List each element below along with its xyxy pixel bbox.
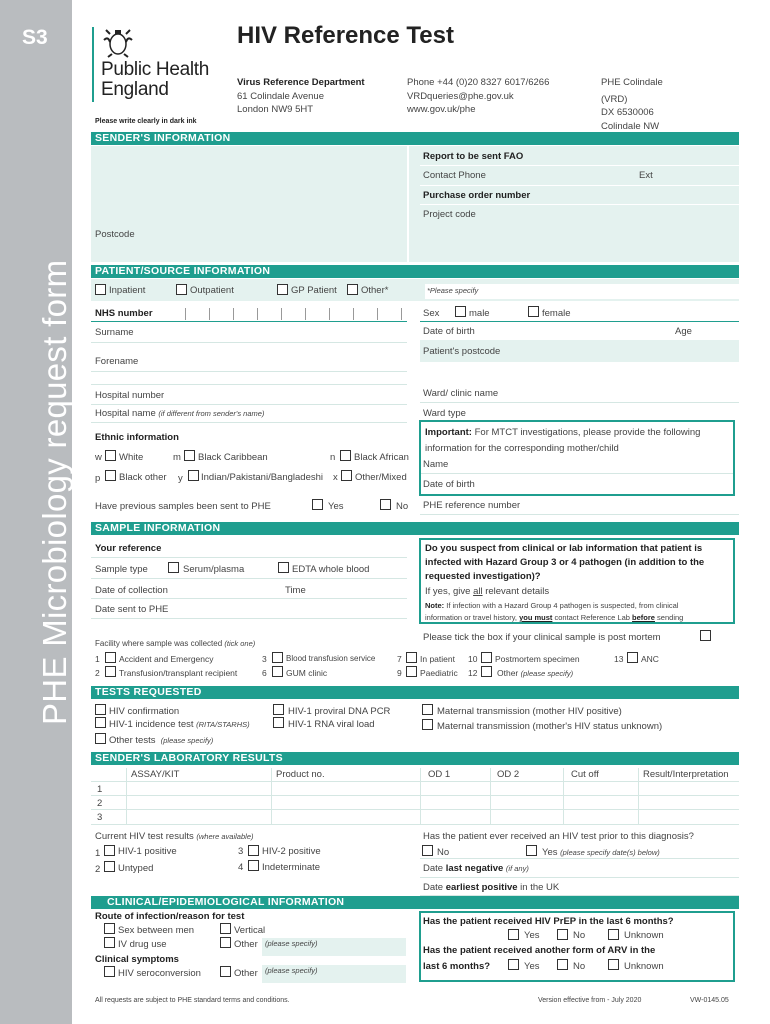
sex-between-men-label: Sex between men — [118, 925, 195, 936]
mtct-dob-label: Date of birth — [423, 479, 475, 490]
vertical-label: Vertical — [234, 925, 266, 936]
mtct-name-label: Name — [423, 459, 449, 470]
arv-unknown-checkbox[interactable] — [608, 959, 619, 970]
inpatient-label: Inpatient — [109, 285, 146, 296]
previous-yes-label: Yes — [328, 501, 344, 512]
black-other-checkbox[interactable] — [105, 470, 116, 481]
paediatric-checkbox[interactable] — [406, 666, 417, 677]
maternal-unknown-label: Maternal transmission (mother's HIV status unknown) — [437, 721, 663, 732]
other-symptoms-label: Other — [234, 968, 258, 979]
footer-code: VW-0145.05 — [690, 997, 729, 1004]
previous-yes-checkbox[interactable] — [312, 499, 323, 510]
post-mortem-checkbox[interactable] — [700, 630, 711, 641]
outpatient-label: Outpatient — [190, 285, 234, 296]
please-specify-field[interactable]: *Please specify — [425, 284, 739, 299]
seroconversion-label: HIV seroconversion — [118, 968, 201, 979]
gum-clinic-checkbox[interactable] — [272, 666, 283, 677]
nhs-number-label: NHS number — [95, 308, 153, 319]
other-facility-checkbox[interactable] — [481, 666, 492, 677]
anc-checkbox[interactable] — [627, 652, 638, 663]
ward-name-label: Ward/ clinic name — [423, 388, 499, 399]
seroconversion-checkbox[interactable] — [104, 966, 115, 977]
sex-label: Sex — [423, 308, 440, 319]
ward-type-label: Ward type — [423, 408, 466, 419]
sample-type-label: Sample type — [95, 564, 148, 575]
clinical-symptoms-label: Clinical symptoms — [95, 954, 179, 965]
prep-no-label: No — [573, 930, 586, 941]
age-label: Age — [675, 326, 692, 337]
table-row-1: 1 — [97, 784, 103, 795]
ethnic-info-label: Ethnic information — [95, 432, 179, 443]
result-code-2: 2 — [95, 864, 101, 875]
address-line1: 61 Colindale Avenue — [237, 91, 324, 102]
phe-address4: Colindale NW — [601, 121, 660, 132]
gp-patient-label: GP Patient — [291, 285, 337, 296]
rna-viral-load-label: HIV-1 RNA viral load — [288, 719, 375, 730]
indeterminate-label: Indeterminate — [262, 862, 321, 873]
vertical-checkbox[interactable] — [220, 923, 231, 934]
in-patient-label: In patient — [420, 654, 455, 664]
arv-question2: last 6 months? — [423, 961, 491, 972]
website: www.gov.uk/phe — [407, 104, 476, 115]
other-symptoms-checkbox[interactable] — [220, 966, 231, 977]
vertical-title: PHE Microbiology request form — [36, 259, 73, 725]
prior-test-label: Has the patient ever received an HIV test prior to this diagnosis? — [423, 831, 694, 842]
prep-question: Has the patient received HIV PrEP in the last 6 months? — [423, 916, 674, 927]
ethnic-code-y: y — [178, 473, 183, 484]
last-negative-label: Date last negative (if any) — [423, 863, 529, 874]
your-reference-label: Your reference — [95, 543, 162, 554]
od2-header: OD 2 — [497, 769, 520, 780]
phone: Phone +44 (0)20 8327 6017/6266 — [407, 77, 550, 88]
black-african-checkbox[interactable] — [340, 450, 351, 461]
hospital-number-label: Hospital number — [95, 390, 165, 401]
hazard-if-yes: If yes, give all relevant details — [425, 586, 550, 597]
other-symptoms-field[interactable]: (please specify) — [262, 965, 406, 983]
untyped-checkbox[interactable] — [104, 861, 115, 872]
serum-label: Serum/plasma — [183, 564, 245, 575]
time-label: Time — [285, 585, 306, 596]
ethnic-code-p: p — [95, 473, 101, 484]
forename-label: Forename — [95, 356, 139, 367]
other-tests-label: Other tests (please specify) — [109, 735, 214, 746]
indian-pakistani-bangladeshi-label: Indian/Pakistani/Bangladeshi — [201, 472, 324, 483]
hazard-note1: Note: If infection with a Hazard Group 4 pathogen is suspected, from clinical — [425, 601, 679, 610]
ethnic-code-x: x — [333, 472, 338, 483]
other-mixed-label: Other/Mixed — [355, 472, 407, 483]
current-results-label: Current HIV test results (where available) — [95, 831, 254, 842]
po-number-label: Purchase order number — [423, 190, 531, 201]
mtct-important-text: Important: For MTCT investigations, please provide the following — [425, 427, 701, 438]
black-african-label: Black African — [354, 452, 409, 463]
royal-crest-icon — [100, 28, 136, 58]
table-row-3: 3 — [97, 812, 103, 823]
prior-yes-label: Yes (please specify date(s) below) — [542, 847, 660, 858]
ethnic-code-n: n — [330, 452, 336, 463]
footer-terms: All requests are subject to PHE standard terms and conditions. — [95, 997, 290, 1004]
route-label: Route of infection/reason for test — [95, 911, 245, 922]
other-tests-checkbox[interactable] — [95, 733, 106, 744]
blood-transfusion-checkbox[interactable] — [272, 652, 283, 663]
arv-yes-checkbox[interactable] — [508, 959, 519, 970]
maternal-positive-label: Maternal transmission (mother HIV positive) — [437, 706, 622, 717]
transfusion-transplant-checkbox[interactable] — [105, 666, 116, 677]
iv-drug-use-label: IV drug use — [118, 939, 167, 950]
cutoff-header: Cut off — [571, 769, 599, 780]
facility-code-10: 10 — [468, 654, 478, 664]
facility-code-7: 7 — [397, 654, 402, 664]
facility-code-3: 3 — [262, 654, 267, 664]
black-other-label: Black other — [119, 472, 167, 483]
phe-address1: PHE Colindale — [601, 77, 663, 88]
facility-code-6: 6 — [262, 668, 267, 678]
accident-emergency-checkbox[interactable] — [105, 652, 116, 663]
hazard-question2: infected with Hazard Group 3 or 4 pathogen (in addition to the — [425, 557, 705, 568]
incidence-test-label: HIV-1 incidence test (RITA/STARHS) — [109, 719, 250, 730]
phe-address2: (VRD) — [601, 94, 628, 105]
earliest-positive-label: Date earliest positive in the UK — [423, 882, 560, 893]
other-mixed-checkbox[interactable] — [341, 470, 352, 481]
prior-yes-checkbox[interactable] — [526, 845, 537, 856]
hospital-name-label: Hospital name (if different from sender's name) — [95, 408, 265, 419]
serum-checkbox[interactable] — [168, 562, 179, 573]
prep-unknown-label: Unknown — [624, 930, 664, 941]
iv-drug-use-checkbox[interactable] — [104, 937, 115, 948]
assay-kit-header: ASSAY/KIT — [131, 769, 180, 780]
mtct-important-text2: information for the corresponding mother/child — [425, 443, 619, 454]
male-label: male — [469, 308, 490, 319]
female-checkbox[interactable] — [528, 306, 539, 317]
hazard-question1: Do you suspect from clinical or lab information that patient is — [425, 543, 703, 554]
indian-pakistani-bangladeshi-checkbox[interactable] — [188, 470, 199, 481]
white-checkbox[interactable] — [105, 450, 116, 461]
proviral-dna-checkbox[interactable] — [273, 704, 284, 715]
prior-no-label: No — [437, 847, 450, 858]
other-route-field[interactable]: (please specify) — [262, 938, 406, 956]
other-facility-label: Other (please specify) — [497, 668, 574, 678]
result-code-1: 1 — [95, 848, 101, 859]
arv-no-checkbox[interactable] — [557, 959, 568, 970]
contact-phone-label: Contact Phone — [423, 170, 486, 181]
result-code-4: 4 — [238, 862, 244, 873]
facility-label: Facility where sample was collected (tick one) — [95, 639, 256, 648]
previous-no-checkbox[interactable] — [380, 499, 391, 510]
gp-patient-checkbox[interactable] — [277, 284, 288, 295]
accident-emergency-label: Accident and Emergency — [119, 654, 214, 664]
arv-yes-label: Yes — [524, 961, 540, 972]
untyped-label: Untyped — [118, 863, 154, 874]
hiv-confirmation-checkbox[interactable] — [95, 704, 106, 715]
ink-note: Please write clearly in dark ink — [95, 118, 197, 125]
facility-code-9: 9 — [397, 668, 402, 678]
phe-ref-number-label: PHE reference number — [423, 500, 521, 511]
arv-no-label: No — [573, 961, 586, 972]
indeterminate-checkbox[interactable] — [248, 860, 259, 871]
date-of-collection-label: Date of collection — [95, 585, 168, 596]
prep-yes-label: Yes — [524, 930, 540, 941]
white-label: White — [119, 452, 144, 463]
edta-label: EDTA whole blood — [292, 564, 370, 575]
ethnic-code-m: m — [173, 452, 181, 463]
transfusion-transplant-label: Transfusion/transplant recipient — [119, 668, 238, 678]
post-mortem-label: Please tick the box if your clinical sample is post mortem — [423, 632, 661, 643]
surname-label: Surname — [95, 327, 134, 338]
maternal-unknown-checkbox[interactable] — [422, 719, 433, 730]
previous-no-label: No — [396, 501, 409, 512]
postcode-label: Postcode — [95, 229, 135, 240]
prep-yes-checkbox[interactable] — [508, 929, 519, 940]
outpatient-checkbox[interactable] — [176, 284, 187, 295]
org-name: Public Health England — [101, 59, 210, 100]
ext-label: Ext — [639, 170, 653, 181]
edta-checkbox[interactable] — [278, 562, 289, 573]
gum-clinic-label: GUM clinic — [286, 668, 328, 678]
page-title: HIV Reference Test — [237, 22, 454, 49]
table-row-2: 2 — [97, 798, 103, 809]
date-sent-label: Date sent to PHE — [95, 604, 169, 615]
footer-version: Version effective from - July 2020 — [538, 997, 642, 1004]
incidence-test-checkbox[interactable] — [95, 717, 106, 728]
facility-code-1: 1 — [95, 654, 100, 664]
black-caribbean-checkbox[interactable] — [184, 450, 195, 461]
form-code: S3 — [22, 26, 48, 49]
maternal-positive-checkbox[interactable] — [422, 704, 433, 715]
phe-address3: DX 6530006 — [601, 107, 654, 118]
result-header: Result/Interpretation — [643, 769, 729, 780]
lab-section-bar: SENDER'S LABORATORY RESULTS — [91, 752, 739, 765]
other-patient-checkbox[interactable] — [347, 284, 358, 295]
proviral-dna-label: HIV-1 proviral DNA PCR — [288, 706, 391, 717]
inpatient-checkbox[interactable] — [95, 284, 106, 295]
project-code-label: Project code — [423, 209, 476, 220]
hazard-note2: information or travel history, you must contact Reference Lab before sending — [425, 613, 684, 622]
sex-between-men-checkbox[interactable] — [104, 923, 115, 934]
postmortem-specimen-checkbox[interactable] — [481, 652, 492, 663]
hiv2-positive-label: HIV-2 positive — [262, 846, 321, 857]
report-fao-label: Report to be sent FAO — [423, 151, 524, 162]
other-patient-label: Other* — [361, 285, 389, 296]
product-no-header: Product no. — [276, 769, 325, 780]
in-patient-checkbox[interactable] — [406, 652, 417, 663]
anc-label: ANC — [641, 654, 659, 664]
facility-code-12: 12 — [468, 668, 478, 678]
hiv-confirmation-label: HIV confirmation — [109, 706, 180, 717]
address-line2: London NW9 5HT — [237, 104, 314, 115]
facility-code-2: 2 — [95, 668, 100, 678]
patient-postcode-label: Patient's postcode — [423, 346, 501, 357]
hiv1-positive-checkbox[interactable] — [104, 845, 115, 856]
nhs-number-field[interactable] — [185, 306, 405, 321]
sender-section-bar: SENDER'S INFORMATION — [91, 132, 739, 145]
clinical-section-bar: CLINICAL/EPIDEMIOLOGICAL INFORMATION — [91, 896, 739, 909]
previous-samples-label: Have previous samples been sent to PHE — [95, 501, 271, 512]
od1-header: OD 1 — [428, 769, 451, 780]
blood-transfusion-label: Blood transfusion service — [286, 654, 376, 663]
sender-address-field[interactable] — [91, 146, 407, 262]
paediatric-label: Paediatric — [420, 668, 458, 678]
other-route-checkbox[interactable] — [220, 937, 231, 948]
dept-name: Virus Reference Department — [237, 77, 365, 88]
email: VRDqueries@phe.gov.uk — [407, 91, 514, 102]
lab-results-table — [91, 766, 739, 826]
hiv1-positive-label: HIV-1 positive — [118, 846, 177, 857]
tests-section-bar: TESTS REQUESTED — [91, 686, 739, 699]
postmortem-specimen-label: Postmortem specimen — [495, 654, 580, 664]
facility-code-13: 13 — [614, 654, 624, 664]
result-code-3: 3 — [238, 846, 244, 857]
sample-section-bar: SAMPLE INFORMATION — [91, 522, 739, 535]
hiv2-positive-checkbox[interactable] — [248, 845, 259, 856]
male-checkbox[interactable] — [455, 306, 466, 317]
prior-no-checkbox[interactable] — [422, 845, 433, 856]
ethnic-code-w: w — [95, 452, 102, 463]
arv-unknown-label: Unknown — [624, 961, 664, 972]
other-route-label: Other — [234, 939, 258, 950]
logo-accent-bar — [92, 27, 94, 102]
patient-section-bar: PATIENT/SOURCE INFORMATION — [91, 265, 739, 278]
prep-unknown-checkbox[interactable] — [608, 929, 619, 940]
prep-no-checkbox[interactable] — [557, 929, 568, 940]
hazard-question3: requested investigation)? — [425, 571, 541, 582]
black-caribbean-label: Black Caribbean — [198, 452, 268, 463]
female-label: female — [542, 308, 571, 319]
arv-question1: Has the patient received another form of ARV in the — [423, 945, 656, 956]
dob-label: Date of birth — [423, 326, 475, 337]
rna-viral-load-checkbox[interactable] — [273, 717, 284, 728]
